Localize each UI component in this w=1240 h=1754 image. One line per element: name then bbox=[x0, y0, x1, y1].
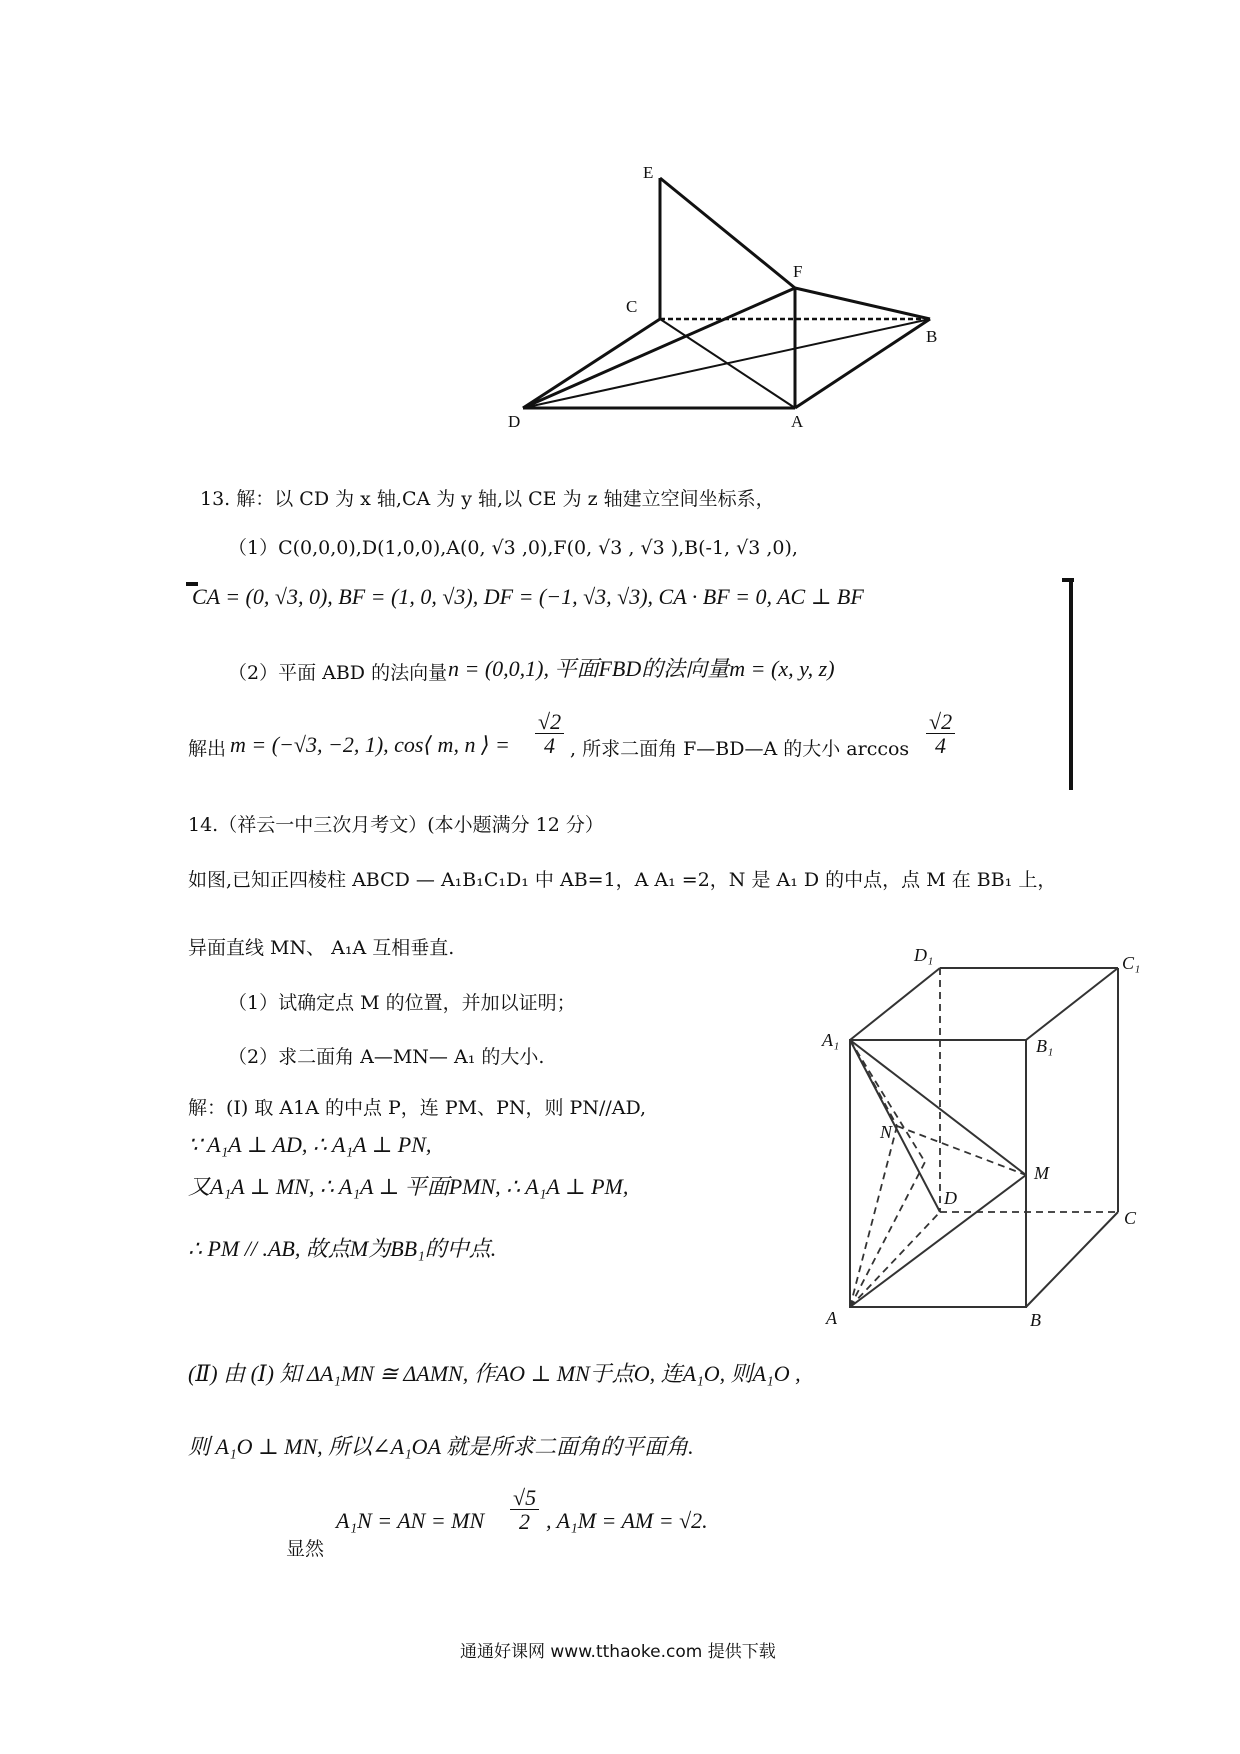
label-A1: A₁ bbox=[822, 1030, 840, 1050]
edge-AN-hidden bbox=[850, 1126, 897, 1307]
label-F: F bbox=[793, 262, 803, 281]
label-D: D bbox=[944, 1188, 957, 1208]
label-M: M bbox=[1034, 1163, 1049, 1183]
label-C: C bbox=[1124, 1208, 1137, 1228]
q14-obviously-label: 显然 bbox=[286, 1538, 325, 1560]
label-B: B bbox=[1030, 1310, 1041, 1330]
q14-part2-step2: 则 A₁O ⊥ MN, 所以∠A₁OA 就是所求二面角的平面角. bbox=[188, 1434, 694, 1459]
q14-length-numerator: √5 bbox=[510, 1486, 539, 1510]
edge-A1O-hidden bbox=[850, 1040, 925, 1162]
q13-heading: 13. 解：以 CD 为 x 轴,CA 为 y 轴,以 CE 为 z 轴建立空间坐标系， bbox=[200, 488, 775, 510]
q14-solution-step3: 又A₁A ⊥ MN, ∴ A₁A ⊥ 平面PMN, ∴ A₁A ⊥ PM, bbox=[188, 1174, 629, 1199]
q14-statement-line2: 异面直线 MN、 A₁A 互相垂直. bbox=[188, 937, 455, 959]
q13-normal-vectors: n = (0,0,1), 平面FBD的法向量m = (x, y, z) bbox=[448, 656, 835, 681]
q14-heading: 14.（祥云一中三次月考文）(本小题满分 12 分） bbox=[188, 814, 604, 836]
q14-solution-step1: 解：(Ⅰ) 取 A1A 的中点 P，连 PM、PN，则 PN//AD, bbox=[188, 1097, 647, 1119]
q13-solution-vector: m = (−√3, −2, 1), cos⟨ m, n ⟩ = bbox=[230, 732, 510, 757]
label-A: A bbox=[791, 412, 804, 431]
q14-solution-step2: ∵ A₁A ⊥ AD, ∴ A₁A ⊥ PN, bbox=[188, 1132, 432, 1157]
label-N: N bbox=[880, 1122, 893, 1142]
edge-BC bbox=[1026, 1212, 1118, 1307]
q14-statement-line1: 如图,已知正四棱柱 ABCD — A₁B₁C₁D₁ 中 AB=1，A A₁ =2，N 是 A₁ D 的中点，点 M 在 BB₁ 上， bbox=[188, 869, 1057, 891]
edge-A1M bbox=[850, 1040, 1026, 1175]
q13-dihedral-answer: , 所求二面角 F—BD—A 的大小 arccos bbox=[570, 738, 910, 760]
q13-part1-coordinates: （1）C(0,0,0),D(1,0,0),A(0, √3 ,0),F(0, √3 , √3 ),B(-1, √3 ,0), bbox=[228, 537, 798, 559]
edge-B1C1 bbox=[1026, 968, 1118, 1040]
label-C1: C₁ bbox=[1122, 953, 1141, 973]
label-B: B bbox=[926, 327, 938, 346]
q14-length-equation-end: , A₁M = AM = √2. bbox=[546, 1508, 708, 1533]
q13-solution-label: 解出 bbox=[188, 738, 227, 760]
edge-A1D1 bbox=[850, 968, 940, 1040]
q14-length-denominator: 2 bbox=[519, 1509, 531, 1535]
q14-question1: （1）试确定点 M 的位置，并加以证明； bbox=[228, 992, 576, 1014]
q13-cos-denominator: 4 bbox=[544, 733, 556, 759]
label-C: C bbox=[626, 297, 638, 316]
label-E: E bbox=[643, 163, 654, 182]
edge-AM bbox=[850, 1175, 1026, 1307]
q14-solution-step4: ∴ PM // .AB, 故点M为BB₁的中点. bbox=[188, 1236, 497, 1261]
q13-vector-line: CA = (0, √3, 0), BF = (1, 0, √3), DF = (−1, √3, √3), CA · BF = 0, AC ⊥ BF bbox=[192, 584, 864, 609]
page-footer: 通通好课网 www.tthaoke.com 提供下载 bbox=[460, 1642, 776, 1662]
q13-cos-numerator: √2 bbox=[535, 710, 564, 734]
q14-question2: （2）求二面角 A—MN— A₁ 的大小. bbox=[228, 1046, 545, 1068]
edge-AO-hidden bbox=[850, 1162, 925, 1307]
label-A: A bbox=[826, 1308, 837, 1328]
q13-part2-label: （2）平面 ABD 的法向量 bbox=[228, 662, 448, 684]
label-D1: D₁ bbox=[914, 945, 934, 965]
prism-front-face bbox=[850, 1040, 1026, 1307]
q14-part2-step1: (Ⅱ) 由 (Ⅰ) 知 ΔA₁MN ≅ ΔAMN, 作AO ⊥ MN于点O, 连A₁O, 则A₁O , bbox=[188, 1361, 801, 1386]
label-D: D bbox=[508, 412, 521, 431]
label-B1: B₁ bbox=[1036, 1036, 1054, 1056]
edge-AD-hidden bbox=[850, 1212, 940, 1307]
q14-length-equation: A₁N = AN = MN bbox=[336, 1508, 485, 1533]
q13-arccos-numerator: √2 bbox=[926, 710, 955, 734]
q14-length-fraction bbox=[510, 1486, 539, 1533]
q13-arccos-denominator: 4 bbox=[935, 733, 947, 759]
